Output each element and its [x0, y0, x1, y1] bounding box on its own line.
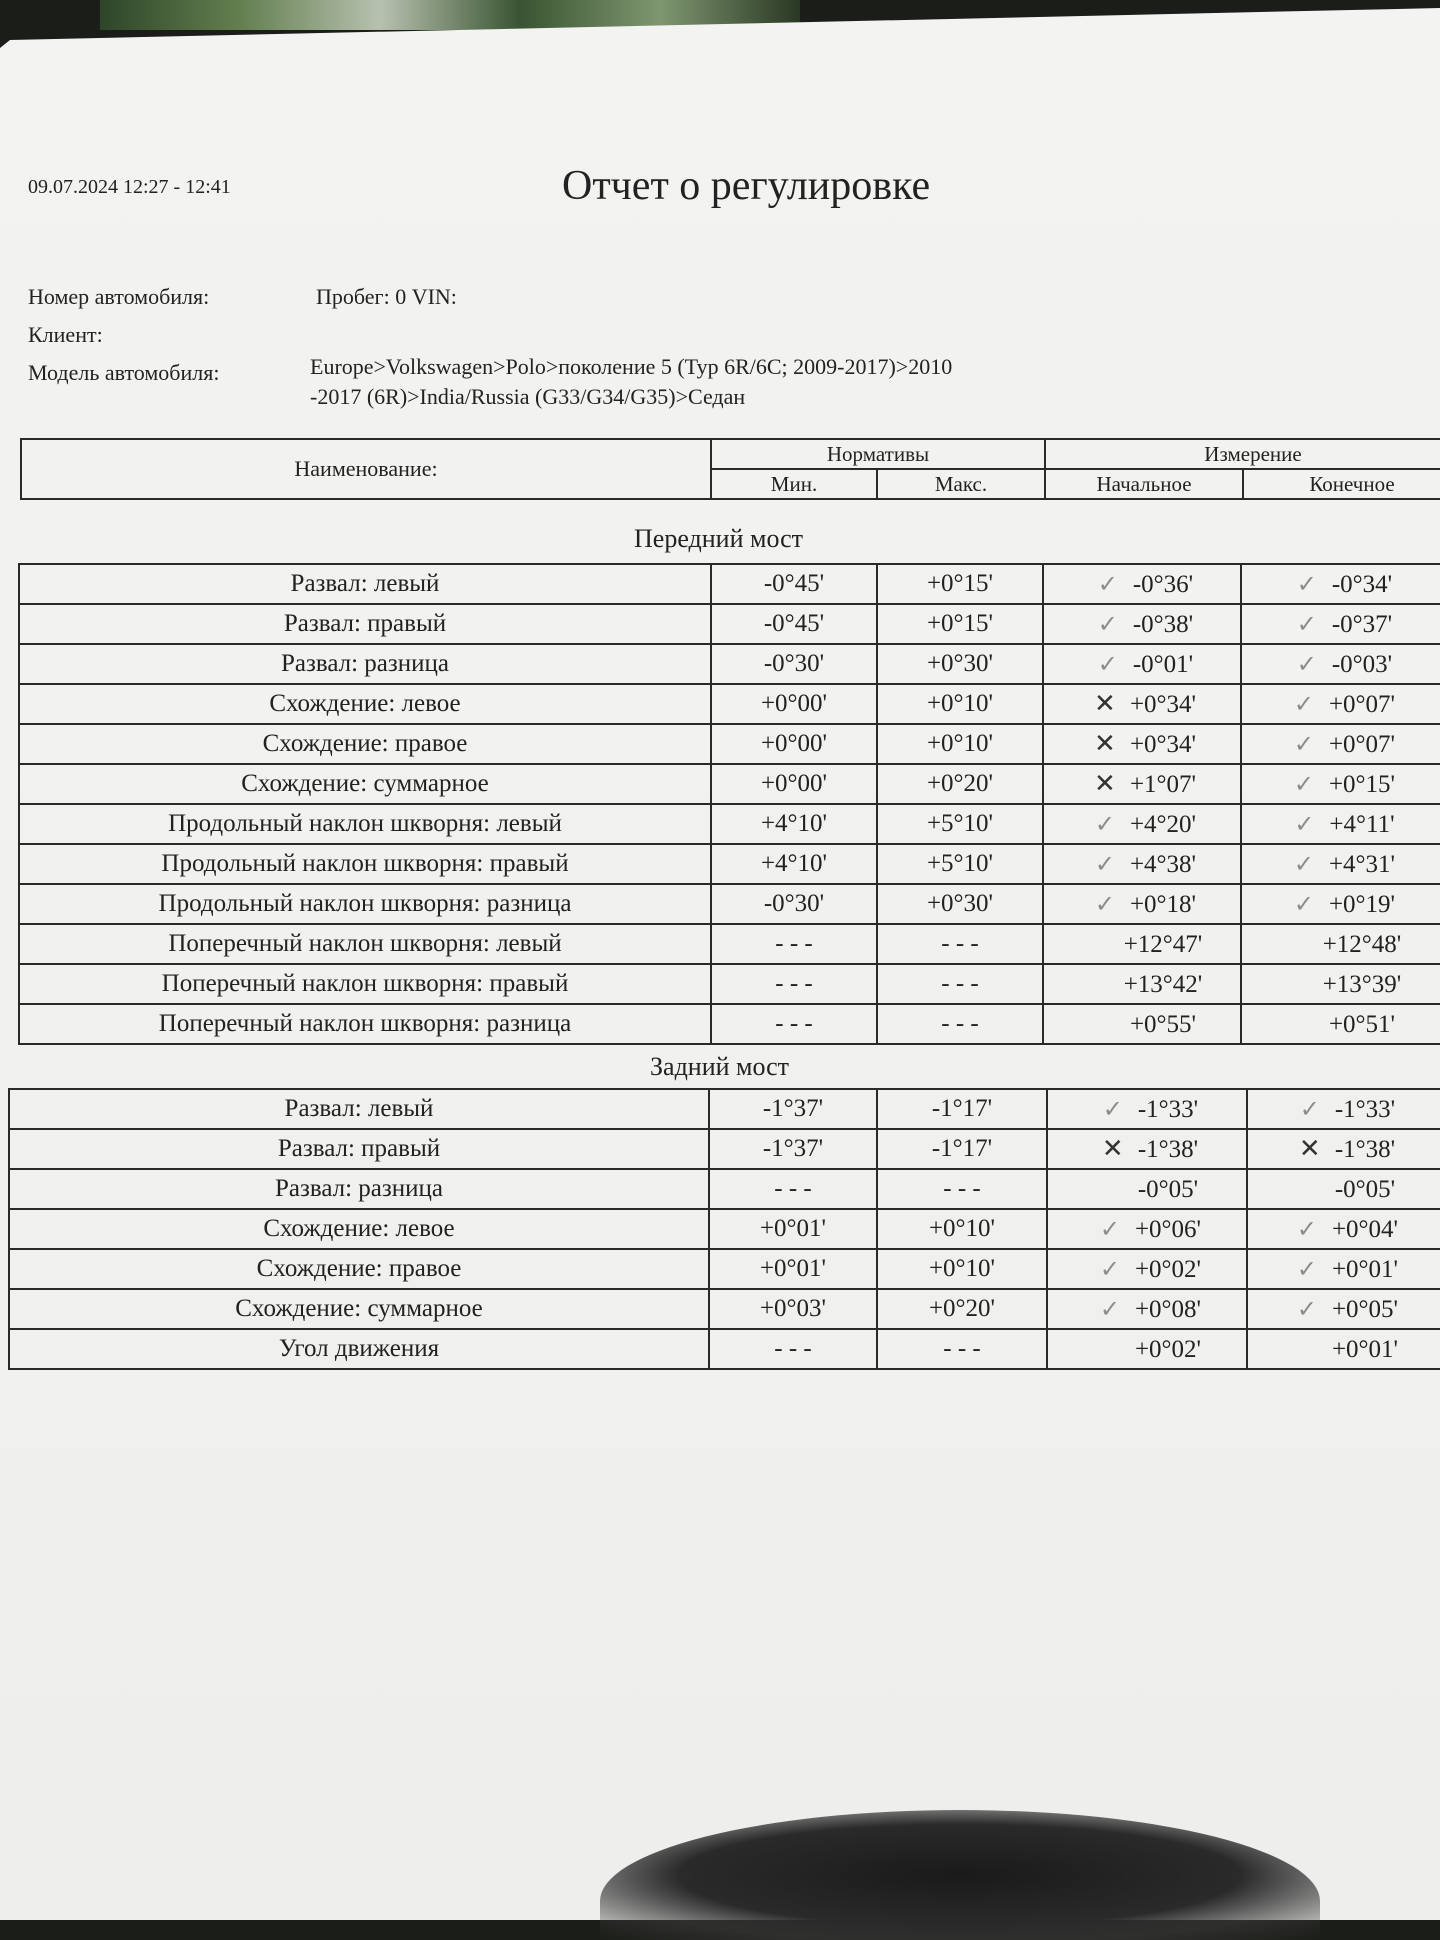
- front-norm-min: +4°10': [760, 850, 828, 877]
- rear-initial-value-cell: [1047, 1329, 1247, 1369]
- front-row: [19, 884, 1440, 924]
- front-norm-min-cell: [711, 644, 877, 684]
- front-norm-max-cell: [877, 804, 1043, 844]
- front-norm-max: +0°20': [926, 770, 994, 797]
- front-final-value-cell: [1241, 604, 1440, 644]
- car-number-label: Номер автомобиля:: [28, 284, 210, 309]
- front-final-value: -0°34': [1331, 570, 1393, 598]
- front-row: [19, 724, 1440, 764]
- rear-initial-value: -1°33': [1137, 1095, 1199, 1123]
- pass-check-icon: ✓: [1097, 571, 1118, 598]
- rear-norm-max: - - -: [943, 1175, 981, 1202]
- front-initial-value-cell: [1043, 1004, 1241, 1044]
- front-norm-max-cell: [877, 884, 1043, 924]
- rear-param-name-cell: [9, 1129, 709, 1169]
- rear-final-value-cell: [1247, 1169, 1440, 1209]
- front-norm-max: +0°30': [926, 650, 994, 677]
- front-norm-max-cell: [877, 844, 1043, 884]
- rear-final-value-cell: [1247, 1089, 1440, 1129]
- header-table: [20, 438, 1440, 500]
- rear-norm-min-cell: [709, 1209, 877, 1249]
- front-initial-value: +0°18': [1129, 890, 1197, 918]
- rear-param-name-cell: [9, 1249, 709, 1289]
- front-norm-min-cell: [711, 964, 877, 1004]
- rear-norm-min: +0°03': [759, 1295, 827, 1322]
- rear-norm-max-cell: [877, 1329, 1047, 1369]
- rear-norm-max-cell: [877, 1209, 1047, 1249]
- front-norm-min-cell: [711, 804, 877, 844]
- front-initial-value-cell: [1043, 644, 1241, 684]
- front-final-value: +0°07': [1328, 730, 1396, 758]
- front-initial-value: +12°47': [1123, 930, 1203, 958]
- rear-final-value-cell: [1247, 1129, 1440, 1169]
- front-final-value: +0°15': [1328, 770, 1396, 798]
- rear-row: [9, 1169, 1440, 1209]
- front-final-value-cell: [1241, 564, 1440, 604]
- front-initial-value: -0°38': [1132, 610, 1194, 638]
- front-final-value-cell: [1241, 844, 1440, 884]
- front-norm-max: +0°30': [926, 890, 994, 917]
- rear-final-value: +0°04': [1331, 1215, 1399, 1243]
- front-norm-min: - - -: [775, 970, 813, 997]
- front-norm-min: +4°10': [760, 810, 828, 837]
- fail-x-icon: ✕: [1298, 1134, 1321, 1163]
- pass-check-icon: ✓: [1099, 1256, 1120, 1283]
- front-param-name-cell: [19, 884, 711, 924]
- rear-initial-value-cell: [1047, 1089, 1247, 1129]
- front-param-name-cell: [19, 604, 711, 644]
- front-norm-min-cell: [711, 564, 877, 604]
- front-final-value-cell: [1241, 764, 1440, 804]
- pass-check-icon: ✓: [1094, 891, 1115, 918]
- front-final-value: +0°07': [1328, 690, 1396, 718]
- front-initial-value: -0°36': [1132, 570, 1194, 598]
- pass-check-icon: ✓: [1293, 851, 1314, 878]
- front-norm-max: +5°10': [926, 850, 994, 877]
- rear-param-name: Развал: правый: [277, 1135, 441, 1162]
- front-final-value-cell: [1241, 804, 1440, 844]
- fail-x-icon: ✕: [1101, 1134, 1124, 1163]
- front-initial-value: +4°20': [1129, 810, 1197, 838]
- front-norm-min: -0°30': [763, 650, 825, 677]
- rear-norm-min-cell: [709, 1289, 877, 1329]
- rear-param-name: Угол движения: [278, 1335, 440, 1362]
- front-norm-min-cell: [711, 1004, 877, 1044]
- front-norm-min-cell: [711, 924, 877, 964]
- pass-check-icon: ✓: [1094, 851, 1115, 878]
- front-final-value-cell: [1241, 644, 1440, 684]
- rear-initial-value-cell: [1047, 1289, 1247, 1329]
- front-norm-max: - - -: [941, 970, 979, 997]
- pass-check-icon: ✓: [1293, 691, 1314, 718]
- pass-check-icon: ✓: [1293, 891, 1314, 918]
- pass-check-icon: ✓: [1097, 651, 1118, 678]
- front-final-value-cell: [1241, 924, 1440, 964]
- front-norm-max: - - -: [941, 1010, 979, 1037]
- pass-check-icon: ✓: [1299, 1096, 1320, 1123]
- front-initial-value: +13°42': [1123, 970, 1203, 998]
- rear-final-value: +0°05': [1331, 1295, 1399, 1323]
- report-datetime: 09.07.2024 12:27 - 12:41: [28, 176, 231, 198]
- front-initial-value-cell: [1043, 924, 1241, 964]
- front-param-name-cell: [19, 964, 711, 1004]
- front-initial-value-cell: [1043, 844, 1241, 884]
- front-norm-min-cell: [711, 724, 877, 764]
- front-norm-max-cell: [877, 564, 1043, 604]
- rear-norm-max: +0°10': [928, 1255, 996, 1282]
- front-norm-max: +0°10': [926, 690, 994, 717]
- rear-norm-min: +0°01': [759, 1255, 827, 1282]
- pass-check-icon: ✓: [1296, 571, 1317, 598]
- front-norm-max: - - -: [941, 930, 979, 957]
- front-param-name: Развал: правый: [283, 610, 447, 637]
- header-min: Мин.: [711, 469, 877, 499]
- header-final: Конечное: [1243, 469, 1440, 499]
- front-param-name: Развал: левый: [290, 570, 440, 597]
- front-norm-max-cell: [877, 724, 1043, 764]
- front-final-value: +12°48': [1322, 930, 1402, 958]
- model-line-1: Europe>Volkswagen>Polo>поколение 5 (Typ 6R/6C; 2009-2017)>2010: [310, 354, 953, 379]
- rear-final-value-cell: [1247, 1329, 1440, 1369]
- pass-check-icon: ✓: [1296, 611, 1317, 638]
- rear-row: [9, 1249, 1440, 1289]
- pass-check-icon: ✓: [1102, 1096, 1123, 1123]
- rear-param-name: Схождение: правое: [256, 1255, 462, 1282]
- rear-initial-value: -1°38': [1137, 1136, 1199, 1163]
- front-param-name-cell: [19, 924, 711, 964]
- front-final-value-cell: [1241, 964, 1440, 1004]
- front-norm-max: +0°15': [926, 610, 994, 637]
- front-initial-value-cell: [1043, 684, 1241, 724]
- rear-norm-min-cell: [709, 1089, 877, 1129]
- front-norm-min: -0°45': [763, 570, 825, 597]
- front-norm-max: +5°10': [926, 810, 994, 837]
- rear-param-name: Развал: левый: [284, 1095, 434, 1122]
- rear-final-value: -1°38': [1334, 1136, 1396, 1163]
- rear-norm-max-cell: [877, 1249, 1047, 1289]
- front-param-name-cell: [19, 804, 711, 844]
- rear-final-value: -0°05': [1334, 1175, 1396, 1203]
- rear-norm-min-cell: [709, 1129, 877, 1169]
- front-param-name: Развал: разница: [280, 650, 450, 677]
- front-initial-value-cell: [1043, 764, 1241, 804]
- rear-row: [9, 1129, 1440, 1169]
- front-row: [19, 764, 1440, 804]
- rear-norm-max: - - -: [943, 1335, 981, 1362]
- front-param-name: Поперечный наклон шкворня: разница: [158, 1010, 572, 1037]
- front-initial-value-cell: [1043, 604, 1241, 644]
- front-row: [19, 804, 1440, 844]
- rear-row: [9, 1329, 1440, 1369]
- pass-check-icon: ✓: [1097, 611, 1118, 638]
- front-param-name: Поперечный наклон шкворня: левый: [168, 930, 562, 957]
- front-norm-min-cell: [711, 684, 877, 724]
- front-norm-max: +0°15': [926, 570, 994, 597]
- front-norm-max-cell: [877, 644, 1043, 684]
- front-norm-min-cell: [711, 764, 877, 804]
- front-initial-value-cell: [1043, 804, 1241, 844]
- front-initial-value: +0°34': [1129, 731, 1197, 758]
- rear-norm-min: -1°37': [762, 1135, 824, 1162]
- pass-check-icon: ✓: [1099, 1216, 1120, 1243]
- front-initial-value-cell: [1043, 564, 1241, 604]
- rear-final-value-cell: [1247, 1249, 1440, 1289]
- rear-axle-title: Задний мост: [650, 1052, 790, 1081]
- front-norm-min: +0°00': [760, 770, 828, 797]
- rear-norm-max: -1°17': [931, 1095, 993, 1122]
- front-row: [19, 844, 1440, 884]
- front-norm-min: -0°30': [763, 890, 825, 917]
- front-initial-value: +0°34': [1129, 691, 1197, 718]
- rear-initial-value: +0°06': [1134, 1215, 1202, 1243]
- front-norm-min: +0°00': [760, 730, 828, 757]
- header-max: Макс.: [877, 469, 1045, 499]
- pass-check-icon: ✓: [1296, 651, 1317, 678]
- front-param-name-cell: [19, 764, 711, 804]
- report-title: Отчет о регулировке: [562, 163, 931, 209]
- front-norm-min: - - -: [775, 930, 813, 957]
- pass-check-icon: ✓: [1293, 731, 1314, 758]
- mileage-vin: Пробег: 0 VIN:: [316, 284, 457, 309]
- rear-norm-max: +0°10': [928, 1215, 996, 1242]
- header-measurement: Измерение: [1045, 439, 1440, 469]
- header-name: Наименование:: [21, 439, 711, 499]
- front-final-value-cell: [1241, 1004, 1440, 1044]
- rear-norm-min-cell: [709, 1329, 877, 1369]
- model-line-2: -2017 (6R)>India/Russia (G33/G34/G35)>Седан: [310, 384, 746, 409]
- front-initial-value: +4°38': [1129, 850, 1197, 878]
- front-final-value-cell: [1241, 884, 1440, 924]
- rear-norm-min: - - -: [774, 1335, 812, 1362]
- front-final-value: +4°31': [1328, 850, 1396, 878]
- front-initial-value: +1°07': [1129, 771, 1197, 798]
- rear-axle-table: [8, 1088, 1440, 1370]
- front-norm-max-cell: [877, 604, 1043, 644]
- rear-param-name: Схождение: левое: [263, 1215, 455, 1242]
- fail-x-icon: ✕: [1094, 729, 1116, 758]
- model-value: [310, 352, 1070, 412]
- rear-param-name-cell: [9, 1089, 709, 1129]
- front-final-value: +0°51': [1328, 1010, 1396, 1038]
- front-row: [19, 684, 1440, 724]
- front-param-name-cell: [19, 1004, 711, 1044]
- front-param-name-cell: [19, 644, 711, 684]
- front-param-name-cell: [19, 844, 711, 884]
- front-axle-table: [18, 563, 1440, 1045]
- front-param-name: Схождение: левое: [269, 690, 461, 717]
- front-initial-value-cell: [1043, 724, 1241, 764]
- rear-param-name-cell: [9, 1289, 709, 1329]
- rear-row: [9, 1089, 1440, 1129]
- rear-norm-min-cell: [709, 1249, 877, 1289]
- front-param-name: Продольный наклон шкворня: правый: [161, 850, 569, 877]
- model-label: Модель автомобиля:: [28, 360, 220, 385]
- pass-check-icon: ✓: [1294, 811, 1315, 838]
- front-param-name: Поперечный наклон шкворня: правый: [161, 970, 569, 997]
- front-norm-min: +0°00': [760, 690, 828, 717]
- rear-param-name-cell: [9, 1329, 709, 1369]
- rear-norm-max-cell: [877, 1129, 1047, 1169]
- front-norm-min-cell: [711, 844, 877, 884]
- rear-initial-value: +0°08': [1134, 1295, 1202, 1323]
- front-final-value: -0°03': [1331, 650, 1393, 678]
- rear-row: [9, 1289, 1440, 1329]
- front-norm-max-cell: [877, 964, 1043, 1004]
- rear-initial-value: +0°02': [1134, 1255, 1202, 1283]
- front-final-value: -0°37': [1331, 610, 1393, 638]
- front-norm-max-cell: [877, 764, 1043, 804]
- rear-param-name-cell: [9, 1209, 709, 1249]
- front-param-name-cell: [19, 684, 711, 724]
- rear-row: [9, 1209, 1440, 1249]
- rear-param-name: Схождение: суммарное: [235, 1295, 483, 1322]
- front-norm-min-cell: [711, 884, 877, 924]
- pass-check-icon: ✓: [1296, 1256, 1317, 1283]
- pass-check-icon: ✓: [1094, 811, 1115, 838]
- front-row: [19, 604, 1440, 644]
- front-param-name: Продольный наклон шкворня: левый: [168, 810, 562, 837]
- rear-initial-value: +0°02': [1134, 1335, 1202, 1363]
- front-param-name-cell: [19, 724, 711, 764]
- front-final-value-cell: [1241, 684, 1440, 724]
- front-norm-min-cell: [711, 604, 877, 644]
- front-norm-max-cell: [877, 1004, 1043, 1044]
- rear-param-name: Развал: разница: [274, 1175, 444, 1202]
- front-final-value: +0°19': [1328, 890, 1396, 918]
- rear-norm-min: +0°01': [759, 1215, 827, 1242]
- header-initial: Начальное: [1045, 469, 1243, 499]
- front-norm-max-cell: [877, 684, 1043, 724]
- rear-initial-value-cell: [1047, 1209, 1247, 1249]
- rear-initial-value: -0°05': [1137, 1175, 1199, 1203]
- front-norm-max: +0°10': [926, 730, 994, 757]
- rear-norm-max-cell: [877, 1289, 1047, 1329]
- rear-norm-max-cell: [877, 1089, 1047, 1129]
- rear-norm-min: - - -: [774, 1175, 812, 1202]
- client-label: Клиент:: [28, 322, 103, 347]
- rear-final-value: -1°33': [1334, 1095, 1396, 1123]
- rear-norm-max-cell: [877, 1169, 1047, 1209]
- front-initial-value: -0°01': [1132, 650, 1194, 678]
- pass-check-icon: ✓: [1296, 1296, 1317, 1323]
- rear-initial-value-cell: [1047, 1169, 1247, 1209]
- rear-final-value-cell: [1247, 1209, 1440, 1249]
- fail-x-icon: ✕: [1094, 689, 1116, 718]
- front-final-value: +4°11': [1329, 810, 1395, 838]
- front-norm-max-cell: [877, 924, 1043, 964]
- front-param-name: Схождение: суммарное: [241, 770, 489, 797]
- rear-initial-value-cell: [1047, 1129, 1247, 1169]
- rear-norm-min-cell: [709, 1169, 877, 1209]
- front-axle-title: Передний мост: [634, 524, 803, 553]
- rear-param-name-cell: [9, 1169, 709, 1209]
- rear-final-value-cell: [1247, 1289, 1440, 1329]
- fail-x-icon: ✕: [1094, 769, 1116, 798]
- front-initial-value-cell: [1043, 884, 1241, 924]
- rear-norm-max: +0°20': [928, 1295, 996, 1322]
- front-row: [19, 964, 1440, 1004]
- header-norms: Нормативы: [711, 439, 1045, 469]
- pass-check-icon: ✓: [1099, 1296, 1120, 1323]
- front-row: [19, 1004, 1440, 1044]
- front-norm-min: - - -: [775, 1010, 813, 1037]
- front-norm-min: -0°45': [763, 610, 825, 637]
- front-param-name-cell: [19, 564, 711, 604]
- front-initial-value-cell: [1043, 964, 1241, 1004]
- rear-norm-min: -1°37': [762, 1095, 824, 1122]
- rear-final-value: +0°01': [1331, 1255, 1399, 1283]
- front-final-value: +13°39': [1322, 970, 1402, 998]
- rear-initial-value-cell: [1047, 1249, 1247, 1289]
- rear-final-value: +0°01': [1331, 1335, 1399, 1363]
- pass-check-icon: ✓: [1296, 1216, 1317, 1243]
- rear-norm-max: -1°17': [931, 1135, 993, 1162]
- front-row: [19, 564, 1440, 604]
- front-param-name: Схождение: правое: [262, 730, 468, 757]
- pass-check-icon: ✓: [1293, 771, 1314, 798]
- front-row: [19, 644, 1440, 684]
- front-final-value-cell: [1241, 724, 1440, 764]
- front-param-name: Продольный наклон шкворня: разница: [158, 890, 572, 917]
- front-row: [19, 924, 1440, 964]
- front-initial-value: +0°55': [1129, 1010, 1197, 1038]
